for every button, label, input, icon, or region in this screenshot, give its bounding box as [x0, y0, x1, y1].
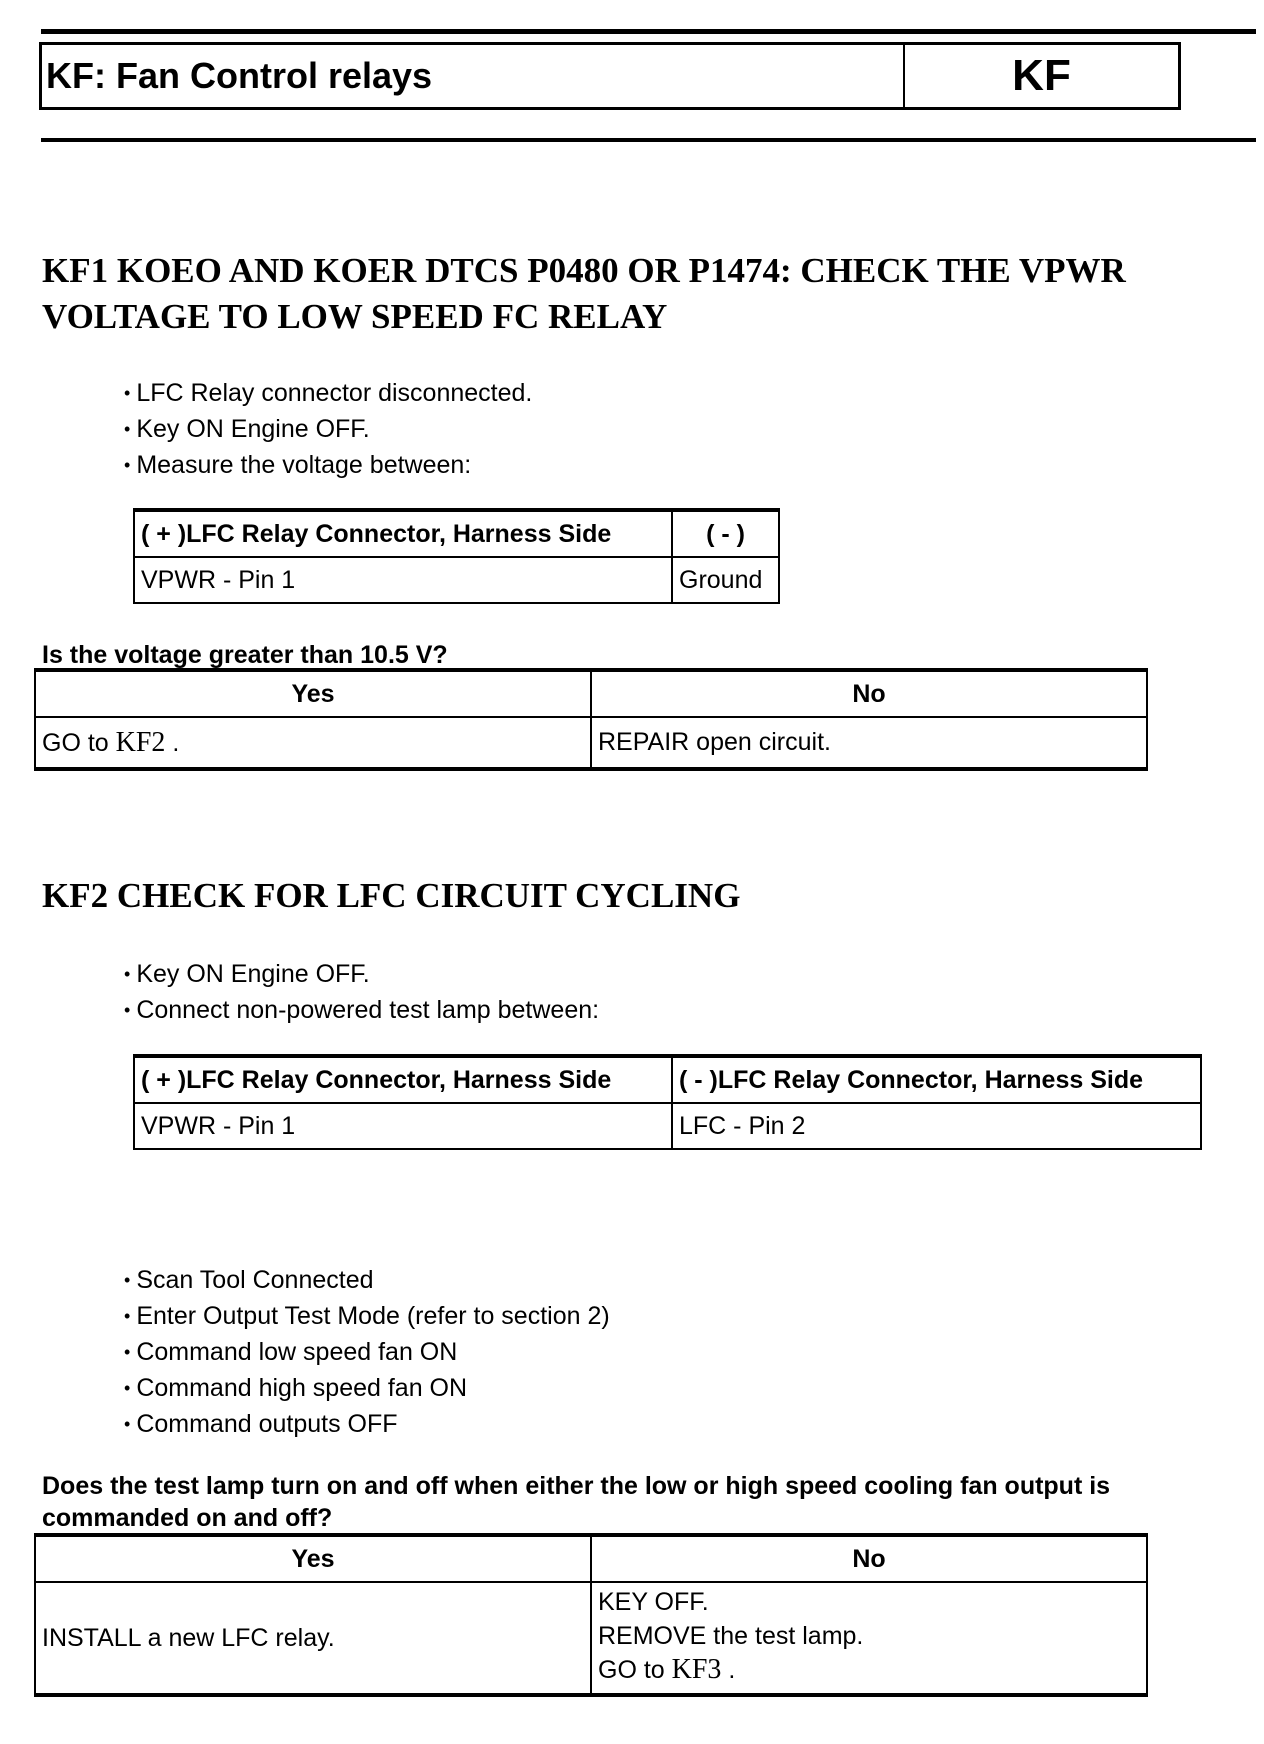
kf2-test-table [133, 1054, 1202, 1150]
header-rule [41, 138, 1256, 142]
kf2-link[interactable]: KF2 [115, 726, 166, 758]
bullet-item: • LFC Relay connector disconnected. [124, 376, 532, 412]
no-cell: KEY OFF. REMOVE the test lamp. GO to KF3 . [591, 1582, 1147, 1695]
kf2-heading: KF2 CHECK FOR LFC CIRCUIT CYCLING [42, 876, 741, 915]
yes-header: Yes [35, 1535, 591, 1582]
no-cell: REPAIR open circuit. [591, 717, 1147, 769]
bullet-item: • Connect non-powered test lamp between: [124, 993, 599, 1029]
table-row [134, 1103, 1201, 1149]
kf2-bullets [124, 957, 599, 1029]
bullet-item: • Command low speed fan ON [124, 1335, 610, 1371]
section-title: KF: Fan Control relays [42, 45, 905, 107]
table-header: ( + )LFC Relay Connector, Harness Side [134, 1056, 672, 1103]
table-header: ( - ) [672, 510, 779, 557]
kf1-heading: KF1 KOEO AND KOER DTCS P0480 OR P1474: CHECK THE VPWR VOLTAGE TO LOW SPEED FC RELAY [42, 251, 1126, 336]
table-header: ( - )LFC Relay Connector, Harness Side [672, 1056, 1201, 1103]
table-cell: VPWR - Pin 1 [134, 557, 672, 603]
top-rule [41, 29, 1256, 34]
table-header: ( + )LFC Relay Connector, Harness Side [134, 510, 672, 557]
yes-cell: INSTALL a new LFC relay. [35, 1582, 591, 1695]
kf2-answer-table [34, 1533, 1148, 1697]
table-row [35, 1582, 1147, 1695]
table-cell: Ground [672, 557, 779, 603]
section-header [39, 42, 1181, 110]
bullet-item: • Command outputs OFF [124, 1407, 610, 1443]
section-code: KF [1012, 51, 1071, 100]
bullet-item: • Command high speed fan ON [124, 1371, 610, 1407]
yes-cell: GO to KF2 . [35, 717, 591, 769]
kf1-bullets [124, 376, 532, 484]
table-row [35, 717, 1147, 769]
kf2-bullets-2 [124, 1263, 610, 1443]
bullet-item: • Enter Output Test Mode (refer to section 2) [124, 1299, 610, 1335]
kf1-measure-table [133, 508, 780, 604]
kf1-question: Is the voltage greater than 10.5 V? [42, 641, 448, 669]
kf1-answer-table [34, 668, 1148, 771]
bullet-item: • Measure the voltage between: [124, 448, 532, 484]
table-row [134, 557, 779, 603]
table-cell: VPWR - Pin 1 [134, 1103, 672, 1149]
no-header: No [591, 670, 1147, 717]
bullet-item: • Key ON Engine OFF. [124, 412, 532, 448]
table-cell: LFC - Pin 2 [672, 1103, 1201, 1149]
no-header: No [591, 1535, 1147, 1582]
bullet-item: • Key ON Engine OFF. [124, 957, 599, 993]
yes-header: Yes [35, 670, 591, 717]
kf3-link[interactable]: KF3 [671, 1654, 722, 1685]
kf2-question: Does the test lamp turn on and off when either the low or high speed cooling fan output is commanded on and off? [42, 1472, 1111, 1532]
bullet-item: • Scan Tool Connected [124, 1263, 610, 1299]
